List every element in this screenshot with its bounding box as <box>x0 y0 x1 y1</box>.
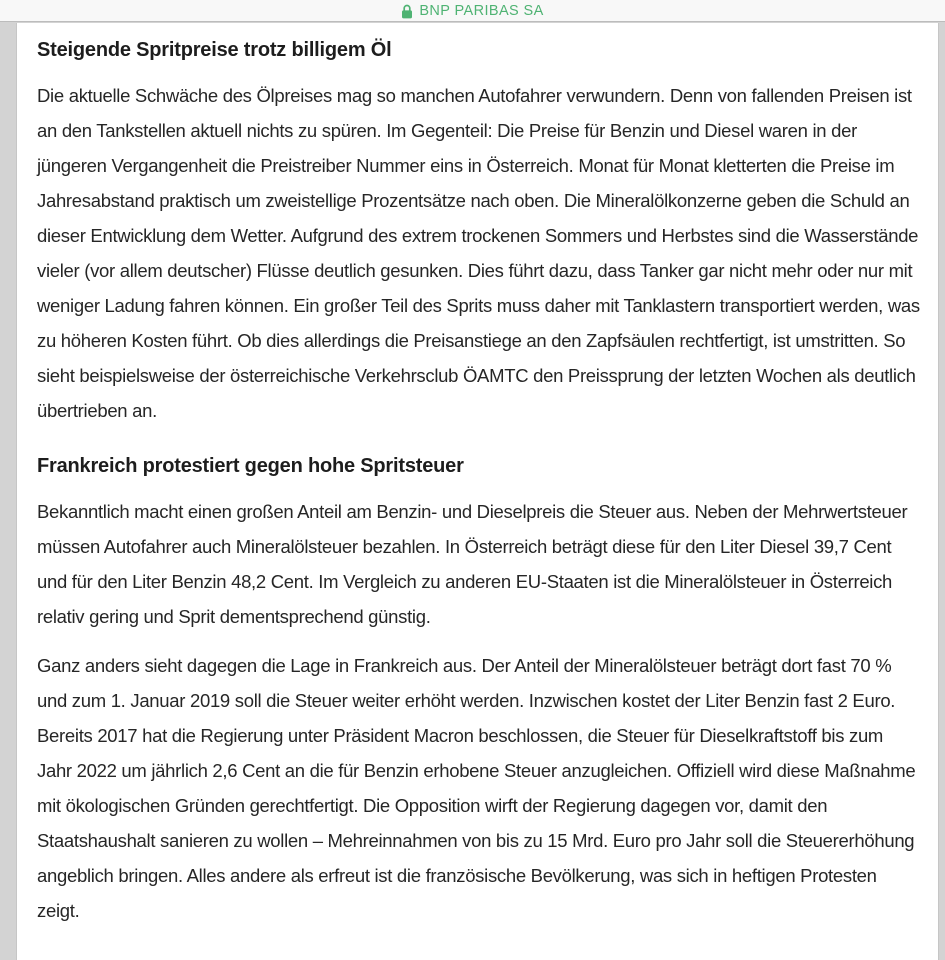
article-heading-frankreich: Frankreich protestiert gegen hohe Spritsteuer <box>37 455 464 477</box>
article-paragraph-steuer: Bekanntlich macht einen großen Anteil am Benzin- und Dieselpreis die Steuer aus. Neben der Mehrwertsteuer müssen Autofahrer auch Mineralölsteuer bezahlen. In Österreich beträgt diese für den Liter Diesel 39,7 Cent und für den Liter Benzin 48,2 Cent. Im Vergleich zu anderen EU-Staaten ist die Mineralölsteuer in Österreich relativ gering und Sprit dementsprechend günstig. <box>37 501 908 627</box>
article-heading-spritpreise: Steigende Spritpreise trotz billigem Öl <box>37 39 392 61</box>
site-name: BNP PARIBAS SA <box>419 2 544 19</box>
lock-icon <box>401 4 413 19</box>
page-background <box>0 23 945 960</box>
browser-address-bar[interactable] <box>0 0 945 22</box>
article-paragraph-frankreich: Ganz anders sieht dagegen die Lage in Frankreich aus. Der Anteil der Mineralölsteuer beträgt dort fast 70 % und zum 1. Januar 2019 soll die Steuer weiter erhöht werden. Inzwischen kostet der Liter Benzin fast 2 Euro. Bereits 2017 hat die Regierung unter Präsident Macron beschlossen, die Steuer für Dieselkraftstoff bis zum Jahr 2022 um jährlich 2,6 Cent an die für Benzin erhobene Steuer anzugleichen. Offiziell wird diese Maßnahme mit ökologischen Gründen gerechtfertigt. Die Opposition wirft der Regierung dagegen vor, damit den Staatshaushalt sanieren zu wollen – Mehreinnahmen von bis zu 15 Mrd. Euro pro Jahr soll die Steuererhöhung angeblich bringen. Alles andere als erfreut ist die französische Bevölkerung, was sich in heftigen Protesten zeigt. <box>37 655 916 921</box>
article-paragraph-oelpreis: Die aktuelle Schwäche des Ölpreises mag so manchen Autofahrer verwundern. Denn von fallenden Preisen ist an den Tankstellen aktuell nichts zu spüren. Im Gegenteil: Die Preise für Benzin und Diesel waren in der jüngeren Vergangenheit die Preistreiber Nummer eins in Österreich. Monat für Monat kletterten die Preise im Jahresabstand praktisch um zweistellige Prozentsätze nach oben. Die Mineralölkonzerne geben die Schuld an dieser Entwicklung dem Wetter. Aufgrund des extrem trockenen Sommers und Herbstes sind die Wasserstände vieler (vor allem deutscher) Flüsse deutlich gesunken. Dies führt dazu, dass Tanker gar nicht mehr oder nur mit weniger Ladung fahren können. Ein großer Teil des Sprits muss daher mit Tanklastern transportiert werden, was zu höheren Kosten führt. Ob dies allerdings die Preisanstiege an den Zapfsäulen rechtfertigt, ist umstritten. So sieht beispielsweise der österreichische Verkehrsclub ÖAMTC den Preissprung der letzten Wochen als deutlich übertrieben an. <box>37 85 920 421</box>
article-content <box>17 23 938 960</box>
